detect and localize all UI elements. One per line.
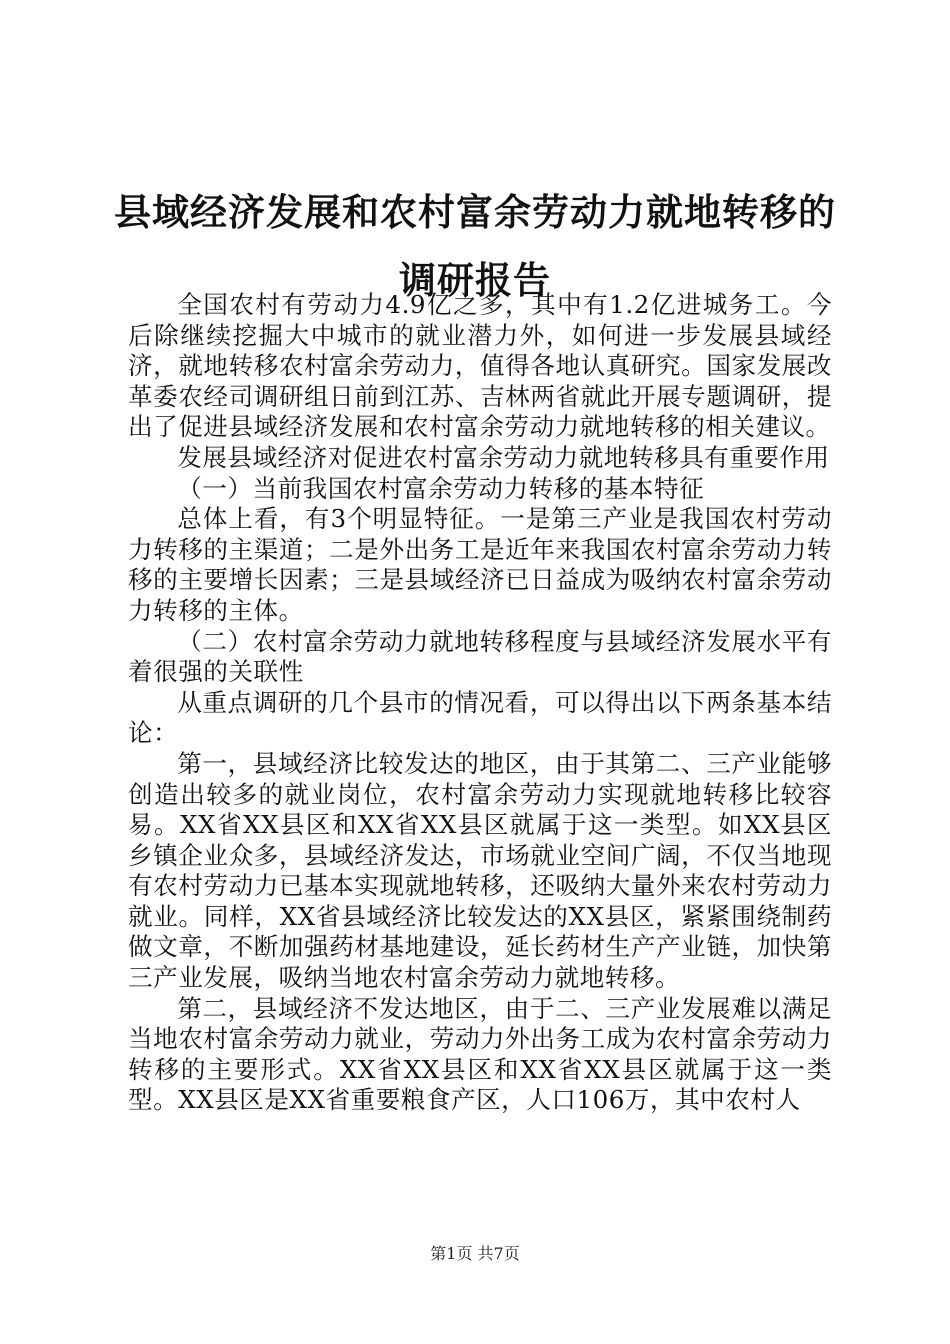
paragraph-intro: 全国农村有劳动力4.9亿之多，其中有1.2亿进城务工。今后除继续挖掘大中城市的就业潜力外，如何进一步发展县域经济，就地转移农村富余劳动力，值得各地认真研究。国家发展改革委农经司调研组日前到江苏、吉林两省就此开展专题调研，提出了促进县域经济发展和农村富余劳动力就地转移的相关建议。 xyxy=(128,290,832,442)
section-heading: 发展县域经济对促进农村富余劳动力就地转移具有重要作用 xyxy=(177,442,830,472)
paragraph-second-conclusion: 第二，县域经济不发达地区，由于二、三产业发展难以满足当地农村富余劳动力就业，劳动力外出务工成为农村富余劳动力转移的主要形式。XX省XX县区和XX省XX县区就属于这一类型。XX县区是XX省重要粮食产区，人口106万，其中农村人 xyxy=(128,993,832,1115)
paragraph-features: 总体上看，有3个明显特征。一是第三产业是我国农村劳动力转移的主渠道；二是外出务工是近年来我国农村富余劳动力转移的主要增长因素；三是县域经济已日益成为吸纳农村富余劳动力转移的主体。 xyxy=(128,504,832,625)
subheading-two: （二）农村富余劳动力就地转移程度与县域经济发展水平有着很强的关联性 xyxy=(128,626,832,687)
paragraph-conclusions-intro: 从重点调研的几个县市的情况看，可以得出以下两条基本结论： xyxy=(128,687,832,748)
document-body xyxy=(128,290,832,1116)
paragraph-first-conclusion: 第一，县域经济比较发达的地区，由于其第二、三产业能够创造出较多的就业岗位，农村富余劳动力实现就地转移比较容易。XX省XX县区和XX省XX县区就属于这一类型。如XX县区乡镇企业众多，县域经济发达，市场就业空间广阔，不仅当地现有农村劳动力已基本实现就地转移，还吸纳大量外来农村劳动力就业。同样，XX省县域经济比较发达的XX县区，紧紧围绕制药做文章，不断加强药材基地建设，延长药材生产产业链，加快第三产业发展，吸纳当地农村富余劳动力就地转移。 xyxy=(128,748,832,993)
page-number-footer: 第1页 共7页 xyxy=(430,1244,520,1263)
subheading-one: （一）当前我国农村富余劳动力转移的基本特征 xyxy=(177,473,705,503)
document-title: 县域经济发展和农村富余劳动力就地转移的调研报告 xyxy=(114,190,836,302)
